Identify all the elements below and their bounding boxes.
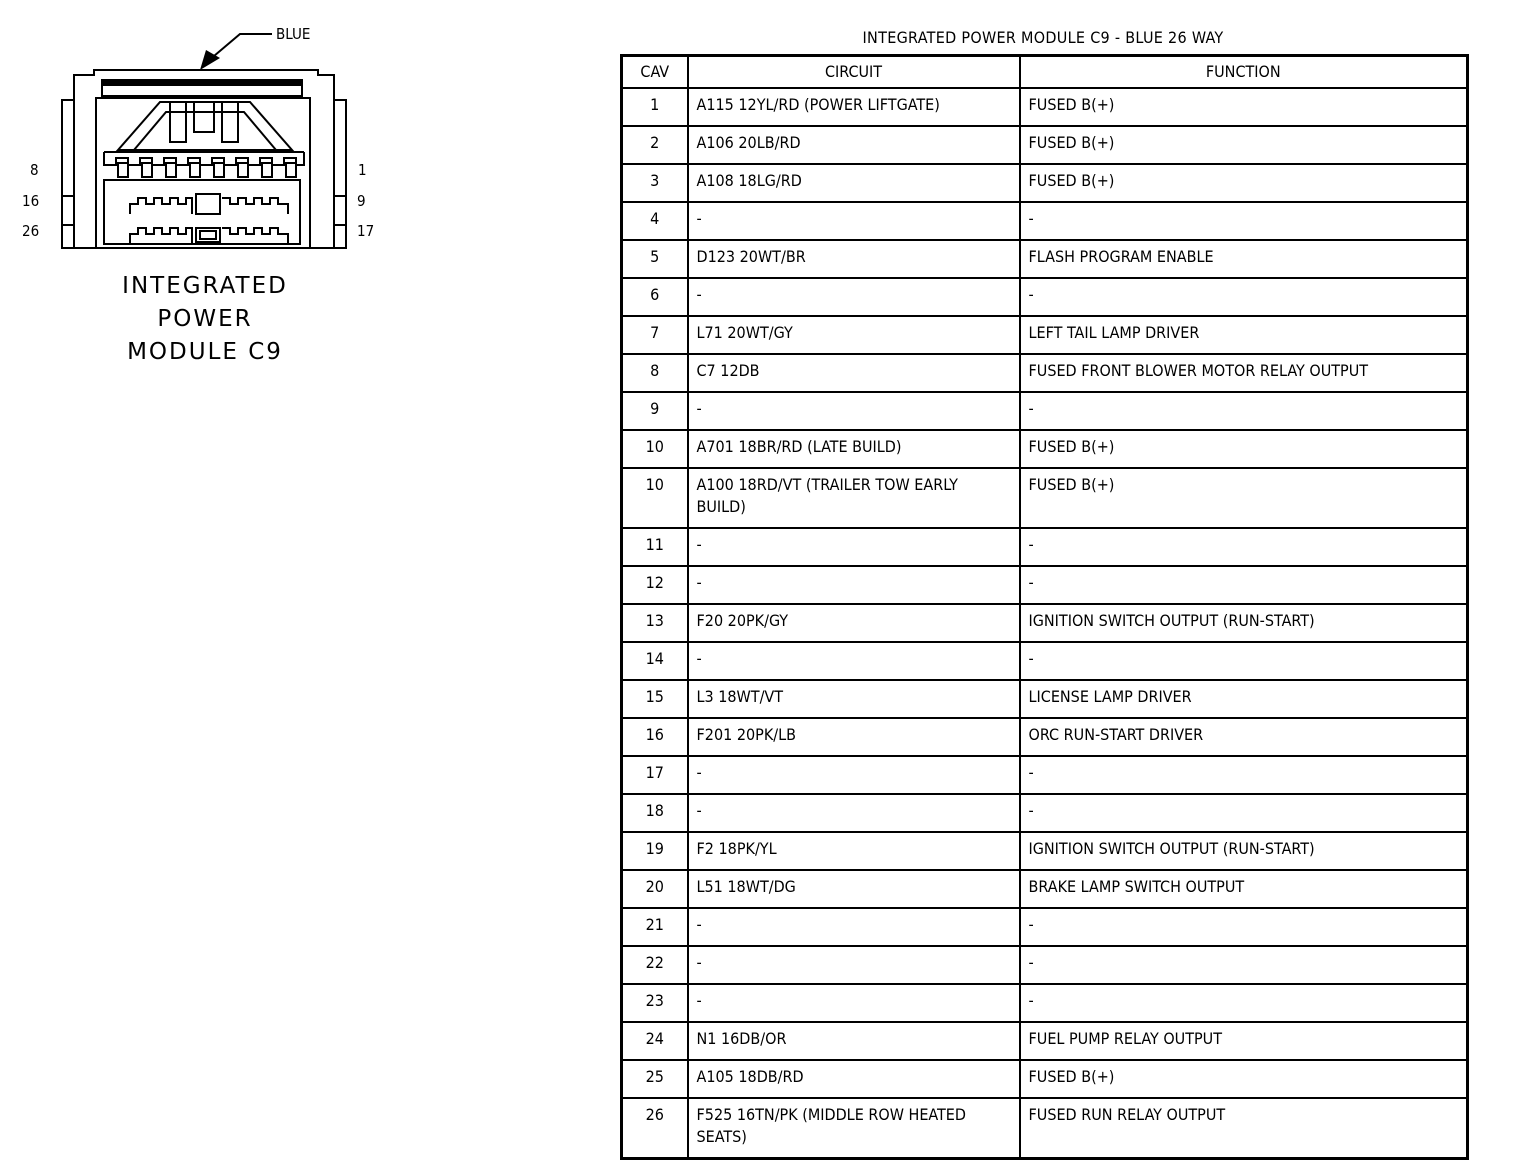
table-body bbox=[622, 88, 1468, 1159]
cell-circuit: - bbox=[688, 278, 1020, 316]
header-circuit: CIRCUIT bbox=[688, 56, 1020, 89]
cell-function: BRAKE LAMP SWITCH OUTPUT bbox=[1020, 870, 1468, 908]
table-row bbox=[622, 126, 1468, 164]
cell-cav: 23 bbox=[622, 984, 688, 1022]
cell-function: FUSED B(+) bbox=[1020, 126, 1468, 164]
cell-circuit: - bbox=[688, 908, 1020, 946]
table-row bbox=[622, 946, 1468, 984]
cavity-row-1 bbox=[104, 152, 304, 165]
pin-label-8: 8 bbox=[30, 161, 39, 179]
connector-title bbox=[90, 270, 320, 369]
cell-circuit: A106 20LB/RD bbox=[688, 126, 1020, 164]
cavity-table bbox=[620, 54, 1469, 1160]
callout-line bbox=[214, 34, 272, 56]
cell-circuit: A108 18LG/RD bbox=[688, 164, 1020, 202]
cell-cav: 5 bbox=[622, 240, 688, 278]
table-title: INTEGRATED POWER MODULE C9 - BLUE 26 WAY bbox=[862, 28, 1224, 47]
cell-function: - bbox=[1020, 642, 1468, 680]
cell-cav: 22 bbox=[622, 946, 688, 984]
header-function: FUNCTION bbox=[1020, 56, 1468, 89]
connector-title-line-3: MODULE C9 bbox=[127, 339, 283, 365]
table-row bbox=[622, 164, 1468, 202]
pin-label-16: 16 bbox=[22, 192, 40, 210]
cell-cav: 6 bbox=[622, 278, 688, 316]
cell-function: FUSED B(+) bbox=[1020, 468, 1468, 528]
cell-circuit: D123 20WT/BR bbox=[688, 240, 1020, 278]
cell-function: - bbox=[1020, 278, 1468, 316]
table-row bbox=[622, 1022, 1468, 1060]
cell-cav: 12 bbox=[622, 566, 688, 604]
cell-function: - bbox=[1020, 566, 1468, 604]
cell-circuit: C7 12DB bbox=[688, 354, 1020, 392]
header-cav: CAV bbox=[622, 56, 688, 89]
cell-cav: 1 bbox=[622, 88, 688, 126]
lock-tab bbox=[118, 102, 292, 150]
table-row bbox=[622, 278, 1468, 316]
cell-function: FUSED B(+) bbox=[1020, 88, 1468, 126]
cell-cav: 26 bbox=[622, 1098, 688, 1159]
table-row bbox=[622, 240, 1468, 278]
cell-function: FUEL PUMP RELAY OUTPUT bbox=[1020, 1022, 1468, 1060]
table-row bbox=[622, 566, 1468, 604]
table-row bbox=[622, 832, 1468, 870]
table-row bbox=[622, 468, 1468, 528]
cell-cav: 11 bbox=[622, 528, 688, 566]
cell-circuit: - bbox=[688, 202, 1020, 240]
pin-label-1: 1 bbox=[358, 161, 367, 179]
connector-title-line-2: POWER bbox=[157, 306, 253, 332]
cell-cav: 14 bbox=[622, 642, 688, 680]
cell-function: IGNITION SWITCH OUTPUT (RUN-START) bbox=[1020, 604, 1468, 642]
cell-circuit: L3 18WT/VT bbox=[688, 680, 1020, 718]
cell-function: LICENSE LAMP DRIVER bbox=[1020, 680, 1468, 718]
table-row bbox=[622, 354, 1468, 392]
table-row bbox=[622, 604, 1468, 642]
pin-label-9: 9 bbox=[357, 192, 366, 210]
cell-function: IGNITION SWITCH OUTPUT (RUN-START) bbox=[1020, 832, 1468, 870]
connector-title-line-1: INTEGRATED bbox=[122, 273, 288, 299]
cell-function: FUSED FRONT BLOWER MOTOR RELAY OUTPUT bbox=[1020, 354, 1468, 392]
cell-function: - bbox=[1020, 908, 1468, 946]
cell-circuit: L71 20WT/GY bbox=[688, 316, 1020, 354]
cell-function: - bbox=[1020, 946, 1468, 984]
cell-function: - bbox=[1020, 528, 1468, 566]
cell-cav: 2 bbox=[622, 126, 688, 164]
cell-cav: 8 bbox=[622, 354, 688, 392]
cell-cav: 13 bbox=[622, 604, 688, 642]
cell-function: FUSED RUN RELAY OUTPUT bbox=[1020, 1098, 1468, 1159]
cell-circuit: - bbox=[688, 756, 1020, 794]
cell-circuit: F20 20PK/GY bbox=[688, 604, 1020, 642]
cell-circuit: - bbox=[688, 642, 1020, 680]
table-row bbox=[622, 756, 1468, 794]
cell-function: - bbox=[1020, 392, 1468, 430]
cell-circuit: A701 18BR/RD (LATE BUILD) bbox=[688, 430, 1020, 468]
connector-figure bbox=[0, 0, 420, 380]
table-row bbox=[622, 88, 1468, 126]
cell-function: FUSED B(+) bbox=[1020, 1060, 1468, 1098]
pin-label-17: 17 bbox=[357, 222, 375, 240]
table-row bbox=[622, 680, 1468, 718]
callout-label-blue: BLUE bbox=[276, 25, 311, 43]
table-row bbox=[622, 984, 1468, 1022]
cell-cav: 9 bbox=[622, 392, 688, 430]
cell-cav: 7 bbox=[622, 316, 688, 354]
cell-circuit: N1 16DB/OR bbox=[688, 1022, 1020, 1060]
table-row bbox=[622, 430, 1468, 468]
cell-cav: 21 bbox=[622, 908, 688, 946]
cell-cav: 18 bbox=[622, 794, 688, 832]
table-row bbox=[622, 642, 1468, 680]
cell-cav: 17 bbox=[622, 756, 688, 794]
cell-function: LEFT TAIL LAMP DRIVER bbox=[1020, 316, 1468, 354]
cell-circuit: L51 18WT/DG bbox=[688, 870, 1020, 908]
cell-function: - bbox=[1020, 202, 1468, 240]
cell-cav: 10 bbox=[622, 468, 688, 528]
cavity-row-2 bbox=[130, 198, 288, 214]
table-row bbox=[622, 908, 1468, 946]
cell-circuit: A115 12YL/RD (POWER LIFTGATE) bbox=[688, 88, 1020, 126]
cell-circuit: - bbox=[688, 946, 1020, 984]
pin-label-26: 26 bbox=[22, 222, 40, 240]
table-row bbox=[622, 1098, 1468, 1159]
table-row bbox=[622, 718, 1468, 756]
cell-cav: 3 bbox=[622, 164, 688, 202]
cell-circuit: - bbox=[688, 528, 1020, 566]
cell-cav: 20 bbox=[622, 870, 688, 908]
cell-cav: 16 bbox=[622, 718, 688, 756]
cell-circuit: - bbox=[688, 566, 1020, 604]
table-header-row bbox=[622, 56, 1468, 89]
cell-function: FLASH PROGRAM ENABLE bbox=[1020, 240, 1468, 278]
cell-cav: 10 bbox=[622, 430, 688, 468]
cell-circuit: - bbox=[688, 984, 1020, 1022]
cell-function: - bbox=[1020, 794, 1468, 832]
cell-function: ORC RUN-START DRIVER bbox=[1020, 718, 1468, 756]
cell-circuit: A105 18DB/RD bbox=[688, 1060, 1020, 1098]
cell-circuit: F2 18PK/YL bbox=[688, 832, 1020, 870]
table-row bbox=[622, 316, 1468, 354]
cell-circuit: - bbox=[688, 392, 1020, 430]
table-row bbox=[622, 1060, 1468, 1098]
cell-function: FUSED B(+) bbox=[1020, 164, 1468, 202]
cell-function: - bbox=[1020, 984, 1468, 1022]
cell-cav: 15 bbox=[622, 680, 688, 718]
cell-cav: 24 bbox=[622, 1022, 688, 1060]
table-row bbox=[622, 528, 1468, 566]
cell-cav: 4 bbox=[622, 202, 688, 240]
cell-function: FUSED B(+) bbox=[1020, 430, 1468, 468]
table-row bbox=[622, 794, 1468, 832]
table-row bbox=[622, 870, 1468, 908]
cell-cav: 19 bbox=[622, 832, 688, 870]
cell-circuit: F201 20PK/LB bbox=[688, 718, 1020, 756]
table-row bbox=[622, 392, 1468, 430]
cell-circuit: - bbox=[688, 794, 1020, 832]
cell-circuit: F525 16TN/PK (MIDDLE ROW HEATED SEATS) bbox=[688, 1098, 1020, 1159]
cell-function: - bbox=[1020, 756, 1468, 794]
cell-cav: 25 bbox=[622, 1060, 688, 1098]
table-row bbox=[622, 202, 1468, 240]
cell-circuit: A100 18RD/VT (TRAILER TOW EARLY BUILD) bbox=[688, 468, 1020, 528]
